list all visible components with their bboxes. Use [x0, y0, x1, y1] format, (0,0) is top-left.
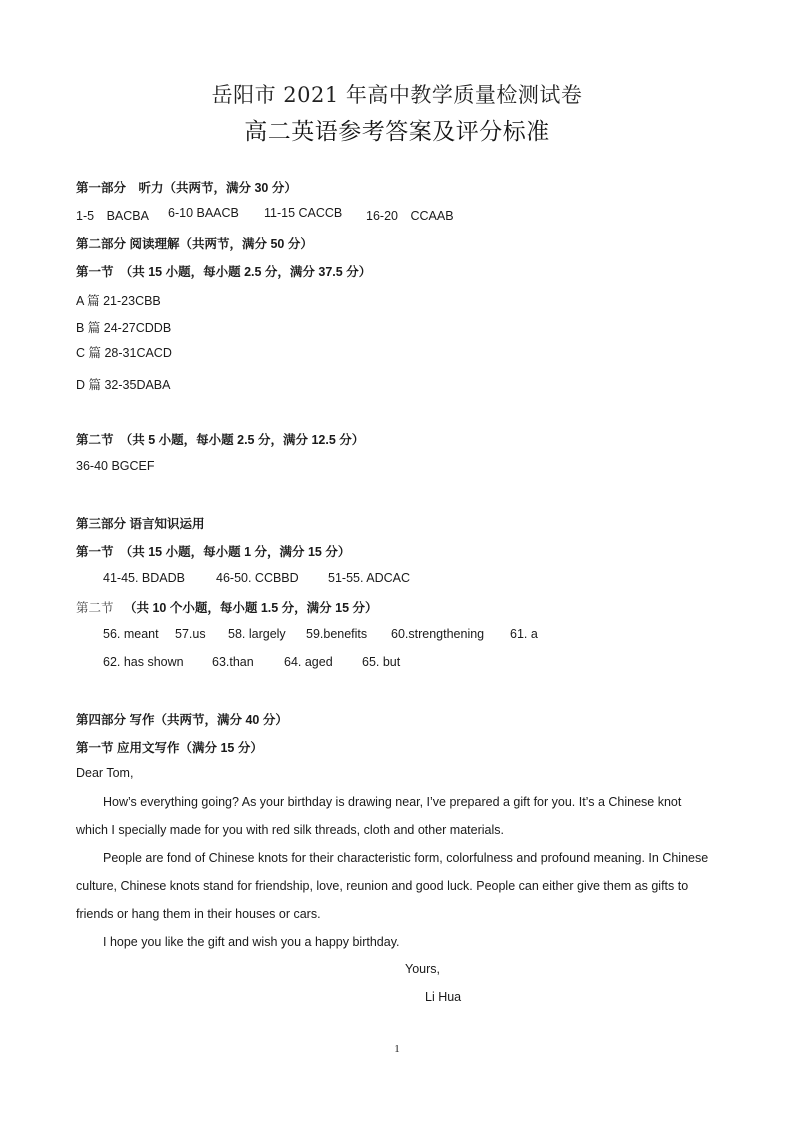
part3-s1-answer-3: 51-55. ADCAC: [328, 571, 410, 585]
part1-answer-1: 1-5 BACBA: [76, 209, 149, 223]
part2-section2-heading: 第二节 （共 5 小题，每小题 2.5 分，满分 12.5 分）: [76, 433, 365, 447]
passage-c-answer: C 篇 28-31CACD: [76, 346, 172, 360]
passage-d-answer: D 篇 32-35DABA: [76, 378, 171, 392]
page-number: 1: [394, 1043, 400, 1055]
part1-answer-2: 6-10 BAACB: [168, 206, 239, 220]
part3-s2-answer-59: 59.benefits: [306, 627, 368, 641]
part2-section2-answer: 36-40 BGCEF: [76, 459, 155, 473]
part3-s2-answer-58: 58. largely: [228, 627, 286, 641]
letter-paragraph-3: I hope you like the gift and wish you a happy birthday.: [103, 935, 400, 949]
part2-heading: 第二部分 阅读理解（共两节，满分 50 分）: [76, 237, 313, 251]
passage-a-answer: A 篇 21-23CBB: [76, 294, 161, 308]
part3-section1-heading: 第一节 （共 15 小题，每小题 1 分，满分 15 分）: [76, 545, 351, 559]
part2-section1-heading: 第一节 （共 15 小题，每小题 2.5 分，满分 37.5 分）: [76, 265, 372, 279]
part3-section2-label: 第二节: [76, 601, 114, 615]
part3-s2-answer-63: 63.than: [212, 655, 254, 669]
letter-closing: Yours,: [405, 962, 440, 976]
part4-heading: 第四部分 写作（共两节，满分 40 分）: [76, 713, 288, 727]
part1-answer-3: 11-15 CACCB: [264, 206, 343, 220]
letter-paragraph-2: People are fond of Chinese knots for their characteristic form, colorfulness and profound meaning. In Chinese culture, Chinese knots stand for friendship, love, reunion and good luck. People can either give them as gifts to friends or hang them in their houses or cars.: [76, 851, 709, 921]
part3-s2-answer-64: 64. aged: [284, 655, 333, 669]
part3-s2-answer-60: 60.strengthening: [391, 627, 485, 641]
answer-key-title: 高二英语参考答案及评分标准: [244, 119, 550, 145]
passage-b-answer: B 篇 24-27CDDB: [76, 321, 172, 335]
part3-s2-answer-62: 62. has shown: [103, 655, 184, 669]
part4-section1-heading: 第一节 应用文写作（满分 15 分）: [76, 741, 263, 755]
part3-s2-answer-56: 56. meant: [103, 627, 159, 641]
part3-s2-answer-61: 61. a: [510, 627, 538, 641]
exam-title: 岳阳市 2021 年高中教学质量检测试卷: [211, 83, 583, 107]
part1-heading: 第一部分 听力（共两节，满分 30 分）: [76, 181, 297, 195]
letter-greeting: Dear Tom,: [76, 766, 134, 780]
part1-answer-4: 16-20 CCAAB: [366, 209, 454, 223]
part3-section2-heading: （共 10 个小题，每小题 1.5 分，满分 15 分）: [124, 601, 378, 615]
part3-heading: 第三部分 语言知识运用: [76, 517, 205, 531]
letter-paragraph-1: How’s everything going? As your birthday is drawing near, I’ve prepared a gift for you. It’s a Chinese knot which I specially made for you with red silk threads, cloth and other materials.: [76, 795, 682, 837]
part3-s2-answer-65: 65. but: [362, 655, 401, 669]
part3-s1-answer-1: 41-45. BDADB: [103, 571, 185, 585]
part3-s1-answer-2: 46-50. CCBBD: [216, 571, 299, 585]
letter-signature: Li Hua: [425, 990, 462, 1004]
part3-s2-answer-57: 57.us: [175, 627, 206, 641]
